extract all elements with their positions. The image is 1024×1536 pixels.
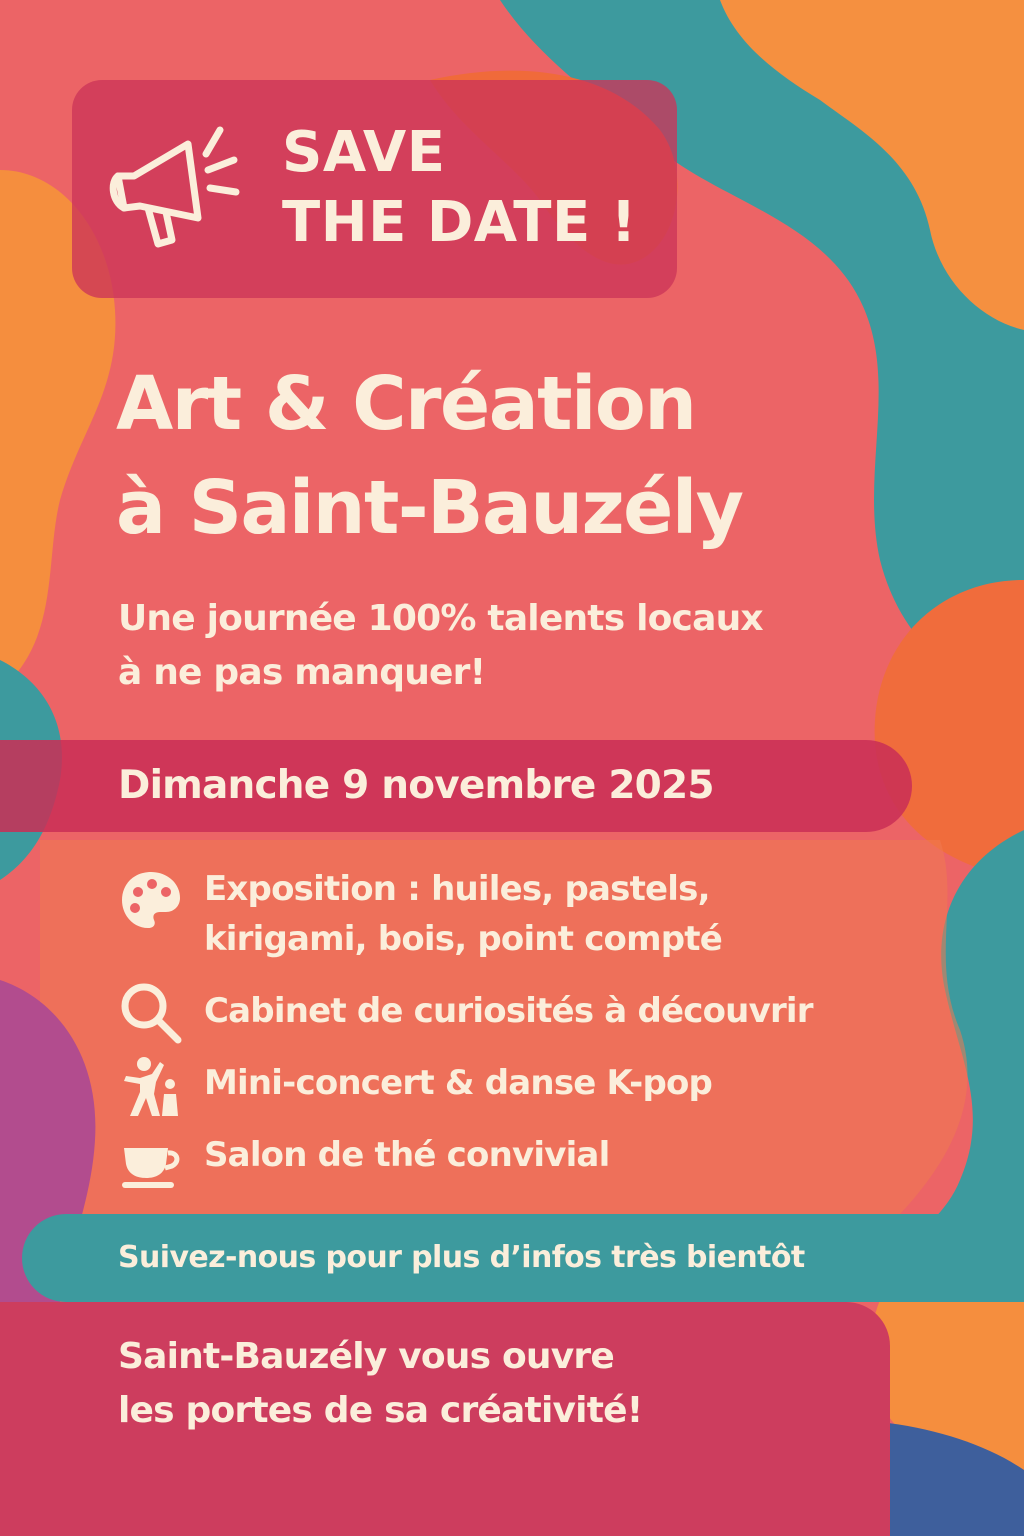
info-text: Suivez-nous pour plus d’infos très bientôt [118,1240,805,1275]
megaphone-icon [104,118,244,258]
subtitle-line-1: Une journée 100% talents locaux [118,598,763,639]
save-line-2: THE DATE ! [282,190,637,255]
feature-curiosities: Cabinet de curiosités à découvrir [204,991,813,1031]
event-subtitle [118,592,998,700]
event-title [116,352,1016,560]
feature-concert: Mini-concert & danse K-pop [204,1063,713,1103]
dancers-icon [118,1054,184,1120]
feature-exhibition-line-1: Exposition : huiles, pastels, [204,869,710,909]
magnifier-icon [118,980,184,1046]
event-date: Dimanche 9 novembre 2025 [118,763,714,808]
save-line-1: SAVE [282,120,446,185]
feature-tea-room: Salon de thé convivial [204,1135,610,1175]
event-title-line-1: Art & Création [116,361,696,447]
palette-icon [118,868,184,934]
feature-exhibition [204,864,722,964]
save-the-date-title [282,118,672,258]
subtitle-line-2: à ne pas manquer! [118,652,486,693]
footer-line-2: les portes de sa créativité! [118,1390,643,1431]
feature-exhibition-line-2: kirigami, bois, point compté [204,919,722,959]
footer-line-1: Saint-Bauzély vous ouvre [118,1336,614,1377]
footer-tagline [118,1330,878,1438]
event-title-line-2: à Saint-Bauzély [116,465,743,551]
teacup-icon [118,1128,184,1194]
